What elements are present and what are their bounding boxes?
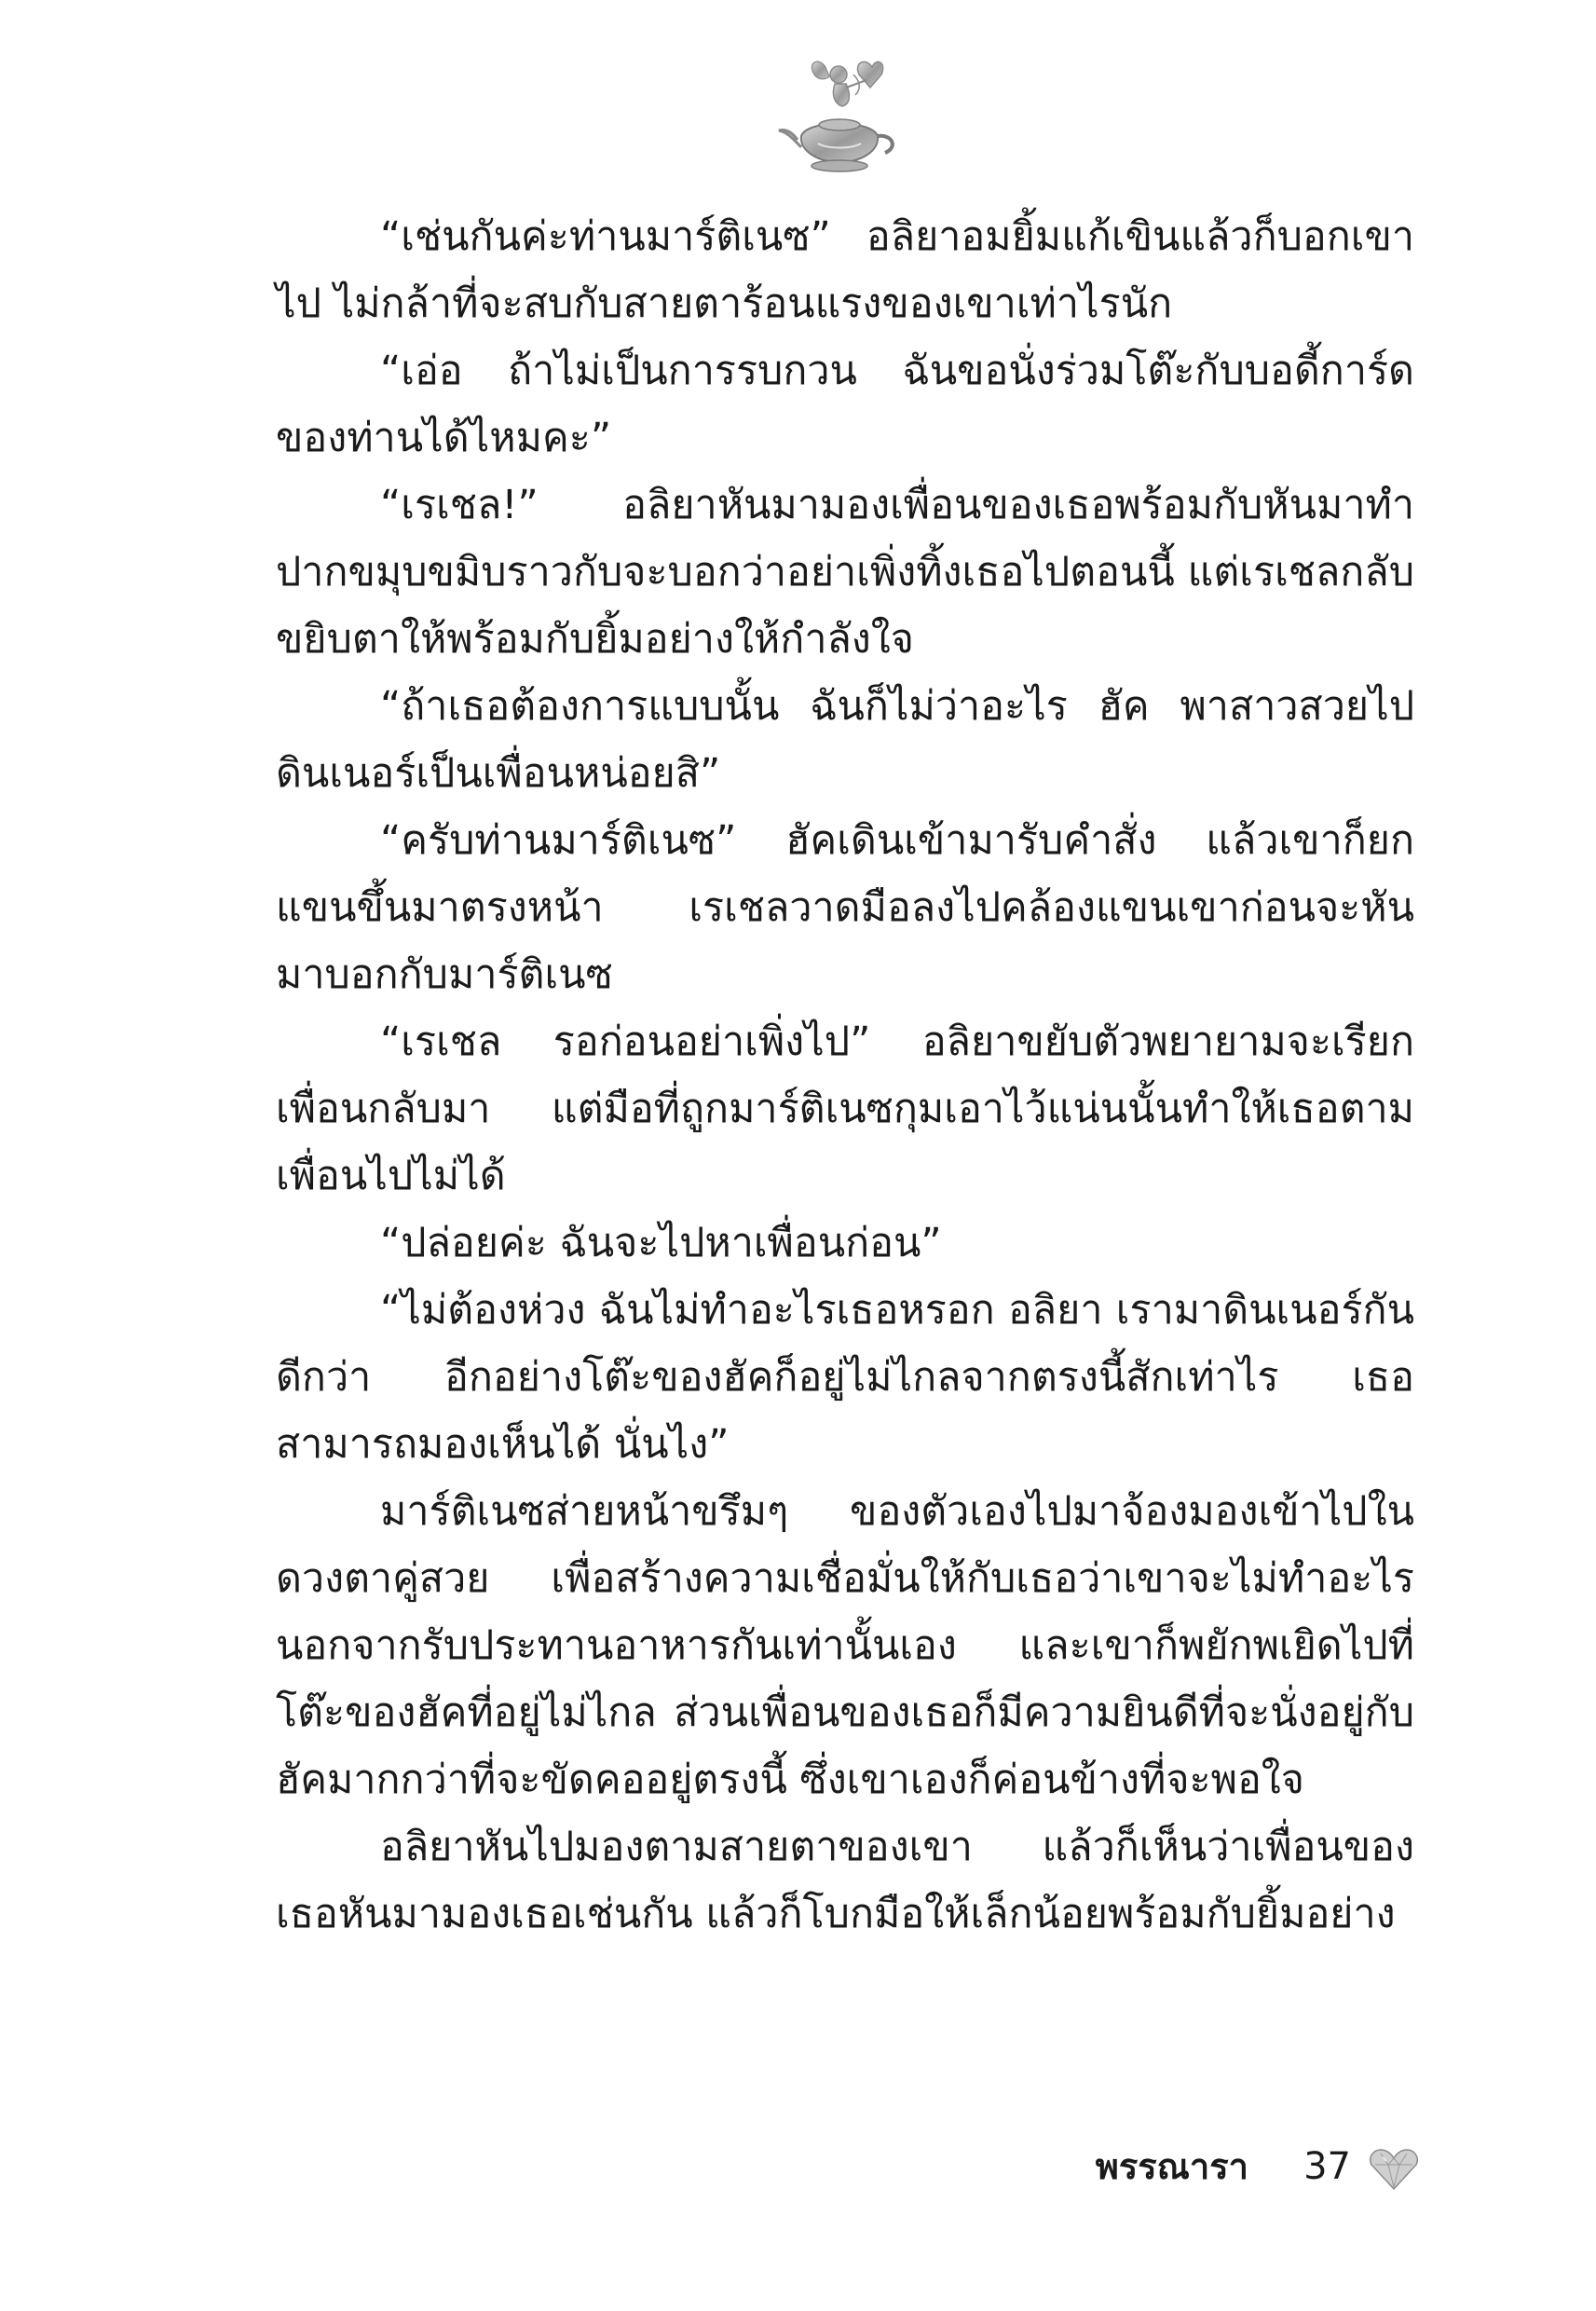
paragraph: “เช่นกันค่ะท่านมาร์ติเนซ” อลิยาอมยิ้มแก้เขินแล้วก็บอกเขาไป ไม่กล้าที่จะสบกับสายตาร้อนแรงของเขาเท่าไรนัก xyxy=(276,213,1414,327)
page-number: 37 xyxy=(1303,2145,1351,2188)
paragraph: อลิยาหันไปมองตามสายตาของเขา แล้วก็เห็นว่าเพื่อนของเธอหันมามองเธอเช่นกัน แล้วก็โบกมือให้เล็กน้อยพร้อมกับยิ้มอย่าง xyxy=(276,1824,1414,1937)
paragraph: “ถ้าเธอต้องการแบบนั้น ฉันก็ไม่ว่าอะไร ฮัค พาสาวสวยไปดินเนอร์เป็นเพื่อนหน่อยสิ” xyxy=(276,683,1414,797)
cupid-teapot-ornament-icon xyxy=(770,47,909,186)
paragraph: “ไม่ต้องห่วง ฉันไม่ทำอะไรเธอหรอก อลิยา เรามาดินเนอร์กันดีกว่า อีกอย่างโต๊ะของฮัคก็อยู่ไม่ไกลจากตรงนี้สักเท่าไร เธอสามารถมองเห็นได้ นั่นไง” xyxy=(276,1287,1414,1468)
body-text xyxy=(276,203,1414,1948)
diamond-heart-icon xyxy=(1368,2146,1420,2193)
paragraph: มาร์ติเนซส่ายหน้าขรึมๆ ของตัวเองไปมาจ้องมองเข้าไปในดวงตาคู่สวย เพื่อสร้างความเชื่อมั่นให้กับเธอว่าเขาจะไม่ทำอะไรนอกจากรับประทานอาหารกันเท่านั้นเอง และเขาก็พยักพเยิดไปที่โต๊ะของฮัคที่อยู่ไม่ไกล ส่วนเพื่อนของเธอก็มีความยินดีที่จะนั่งอยู่กับฮัคมากกว่าที่จะขัดคออยู่ตรงนี้ ซึ่งเขาเองก็ค่อนข้างที่จะพอใจ xyxy=(276,1488,1414,1803)
book-title: พรรณารา xyxy=(1095,2146,1248,2187)
paragraph: “เรเชล รอก่อนอย่าเพิ่งไป” อลิยาขยับตัวพยายามจะเรียกเพื่อนกลับมา แต่มือที่ถูกมาร์ติเนซกุมเอาไว้แน่นนั้นทำให้เธอตามเพื่อนไปไม่ได้ xyxy=(276,1019,1414,1199)
paragraph: “เอ่อ ถ้าไม่เป็นการรบกวน ฉันขอนั่งร่วมโต๊ะกับบอดี้การ์ดของท่านได้ไหมคะ” xyxy=(276,348,1414,461)
paragraph: “ปล่อยค่ะ ฉันจะไปหาเพื่อนก่อน” xyxy=(380,1220,942,1266)
page-footer xyxy=(1095,2139,1453,2204)
paragraph: “ครับท่านมาร์ติเนซ” ฮัคเดินเข้ามารับคำสั่ง แล้วเขาก็ยกแขนขึ้นมาตรงหน้า เรเชลวาดมือลงไปคล้องแขนเขาก่อนจะหันมาบอกกับมาร์ติเนซ xyxy=(276,817,1414,998)
paragraph: “เรเชล!” อลิยาหันมามองเพื่อนของเธอพร้อมกับหันมาทำปากขมุบขมิบราวกับจะบอกว่าอย่าเพิ่งทิ้งเธอไปตอนนี้ แต่เรเชลกลับขยิบตาให้พร้อมกับยิ้มอย่างให้กำลังใจ xyxy=(276,482,1414,663)
